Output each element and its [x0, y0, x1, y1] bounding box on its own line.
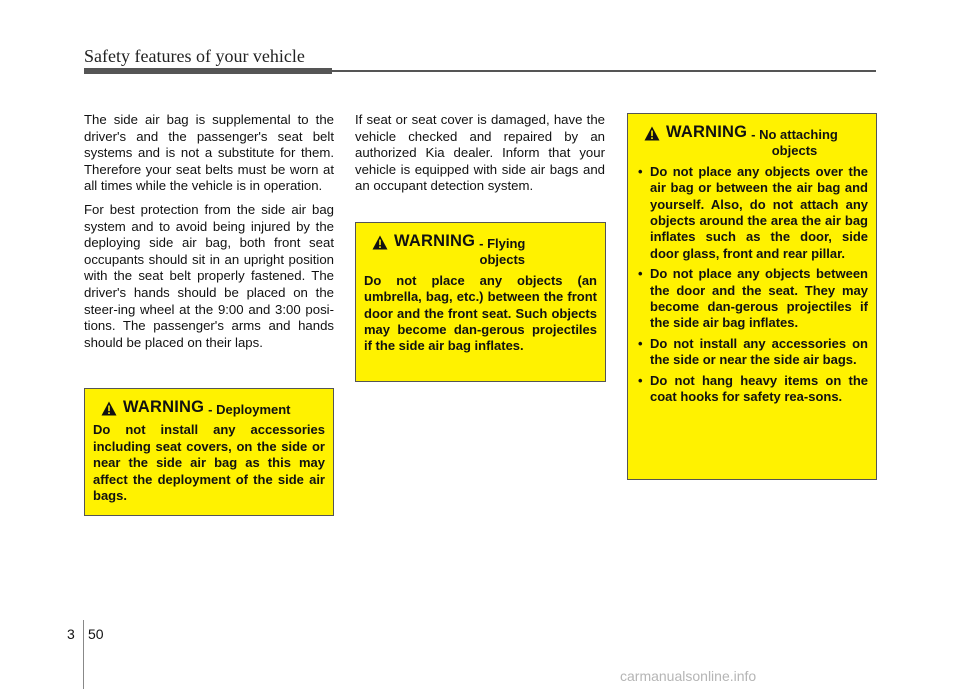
warning-triangle-icon — [372, 235, 388, 250]
warning-subtitle-line2: objects — [771, 143, 818, 159]
warning-subtitle-line1: - Flying — [479, 236, 526, 251]
warning-heading — [364, 233, 597, 269]
header-rule-thin — [332, 70, 876, 72]
list-item: • Do not place any objects over the air bag or between the air bag and yourself. Also, do not attach any objects around the area the air bag inflates such as the door, side door glass, front and rear pillar. — [636, 164, 868, 262]
list-item: • Do not install any accessories on the side or near the side air bags. — [636, 336, 868, 369]
list-item: • Do not place any objects between the door and the seat. They may become dan-gerous projectiles if the side air bag inflates. — [636, 266, 868, 332]
warning-subtitle-line1: - No attaching — [751, 127, 838, 142]
warning-box-no-attaching-objects — [627, 113, 877, 480]
warning-box-flying-objects — [355, 222, 606, 382]
page-number: 50 — [88, 626, 104, 642]
warning-subtitle — [751, 127, 838, 160]
chapter-number: 3 — [67, 626, 75, 642]
warning-subtitle — [479, 236, 525, 269]
warning-label: WARNING — [666, 123, 748, 141]
warning-body: Do not place any objects (an umbrella, bag, etc.) between the front door and the front seat. Such objects may become dan-gerous projectiles if the side air bag inflates. — [364, 272, 597, 354]
warning-triangle-icon — [644, 126, 660, 141]
warning-subtitle: - Deployment — [208, 402, 291, 417]
warning-body: Do not install any accessories including seat covers, on the side or near the side air bag as this may affect the deployment of the side air bags. — [93, 422, 325, 504]
header-rule — [84, 68, 876, 74]
warning-label: WARNING — [394, 232, 476, 250]
warning-label: WARNING — [123, 398, 205, 416]
paragraph-supplemental: The side air bag is supplemental to the driver's and the passenger's seat belt systems and is not a substitute for them. Therefore your seat belts must be worn at all times while the vehicle is in operation. — [84, 112, 334, 194]
list-item: • Do not hang heavy items on the coat hooks for safety rea-sons. — [636, 373, 868, 406]
warning-subtitle-line2: objects — [479, 252, 526, 268]
text-column-2 — [355, 112, 605, 202]
paragraph-best-protection: For best protection from the side air bag system and to avoid being injured by the deploying side air bag, both front seat occupants should sit in an upright position with the seat belt properly fastened. The driver's hands should be placed on the steer-ing wheel at the 9:00 and 3:00 posi-tions. The passenger's arms and hands should be placed on their laps. — [84, 201, 334, 350]
warning-bullet-list — [636, 164, 868, 406]
warning-triangle-icon — [101, 401, 117, 416]
text-column-1 — [84, 112, 334, 358]
footer-divider — [83, 620, 84, 689]
watermark-text: carmanualsonline.info — [620, 668, 757, 684]
header-rule-thick — [84, 68, 332, 74]
paragraph-seat-damaged: If seat or seat cover is damaged, have the vehicle checked and repaired by an authorized Kia dealer. Inform that your vehicle is equipped with side air bags and an occupant detection system. — [355, 112, 605, 194]
warning-heading — [636, 124, 868, 160]
warning-box-deployment — [84, 388, 334, 516]
warning-heading — [93, 399, 325, 418]
page-header-title: Safety features of your vehicle — [84, 46, 305, 66]
